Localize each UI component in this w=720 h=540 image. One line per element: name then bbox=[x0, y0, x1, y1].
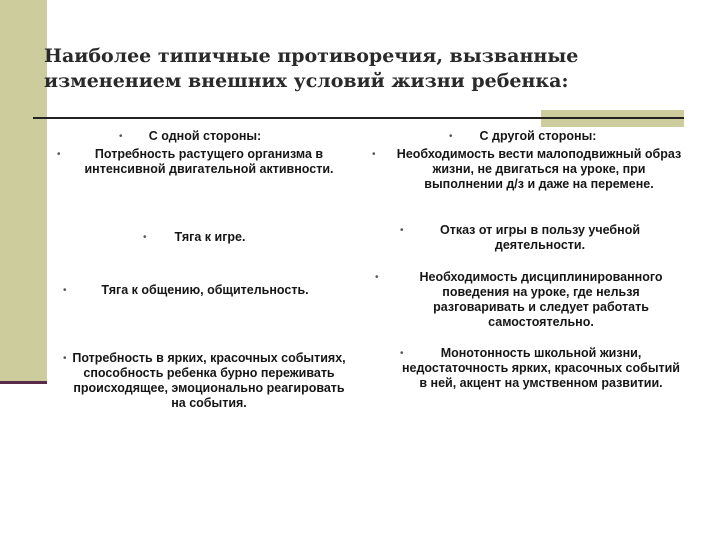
bullet-icon: • bbox=[400, 225, 404, 236]
bullet-icon: • bbox=[143, 232, 147, 243]
right-item-1: Необходимость вести малоподвижный образ жизни, не двигаться на уроке, при выполнении д/з и даже на перемене. bbox=[396, 147, 682, 191]
bullet-icon: • bbox=[372, 149, 376, 160]
bullet-icon: • bbox=[449, 131, 453, 142]
left-column-header: С одной стороны: bbox=[148, 129, 262, 143]
left-item-3: Тяга к общению, общительность. bbox=[101, 283, 309, 297]
left-item-2: Тяга к игре. bbox=[174, 230, 246, 244]
right-item-4: Монотонность школьной жизни, недостаточность ярких, красочных событий в ней, акцент на умственном развитии. bbox=[402, 346, 680, 390]
right-column-header: С другой стороны: bbox=[479, 129, 597, 143]
left-item-1: Потребность растущего организма в интенсивной двигательной активности. bbox=[84, 147, 334, 176]
bullet-icon: • bbox=[400, 348, 404, 359]
title-divider bbox=[33, 117, 684, 119]
left-item-4: Потребность в ярких, красочных событиях, способность ребенка бурно переживать происходящее, эмоционально реагировать на события. bbox=[72, 351, 346, 410]
left-band-underline bbox=[0, 381, 47, 384]
bullet-icon: • bbox=[57, 149, 61, 160]
bullet-icon: • bbox=[63, 353, 67, 364]
bullet-icon: • bbox=[119, 131, 123, 142]
right-item-2: Отказ от игры в пользу учебной деятельности. bbox=[439, 223, 641, 252]
right-item-3: Необходимость дисциплинированного поведения на уроке, где нельзя разговаривать и следует работать самостоятельно. bbox=[419, 270, 663, 329]
left-decorative-band bbox=[0, 0, 47, 381]
bullet-icon: • bbox=[63, 285, 67, 296]
bullet-icon: • bbox=[375, 272, 379, 283]
slide-title: Наиболее типичные противоречия, вызванные изменением внешних условий жизни ребенка: bbox=[44, 45, 579, 92]
